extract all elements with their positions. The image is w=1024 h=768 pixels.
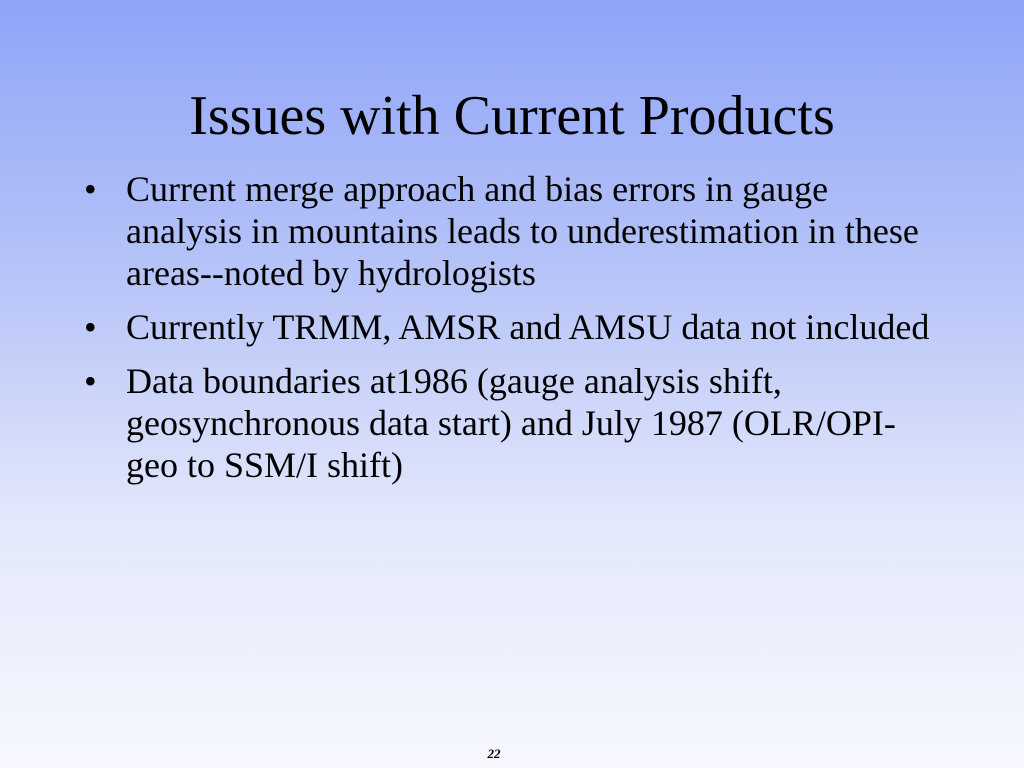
bullet-marker-icon: •	[84, 307, 97, 347]
bullet-list	[82, 168, 942, 498]
bullet-marker-icon: •	[84, 169, 97, 209]
bullet-item-3	[82, 360, 942, 486]
bullet-text-3: Data boundaries at1986 (gauge analysis shift, geosynchronous data start) and July 1987 (OLR/OPI-geo to SSM/I shift)	[126, 361, 896, 485]
bullet-item-1	[82, 168, 942, 294]
bullet-item-2	[82, 306, 942, 348]
bullet-marker-icon: •	[84, 361, 97, 401]
bullet-text-1: Current merge approach and bias errors in gauge analysis in mountains leads to underestimation in these areas--noted by hydrologists	[126, 169, 919, 293]
bullet-text-2: Currently TRMM, AMSR and AMSU data not included	[126, 307, 930, 347]
slide-title: Issues with Current Products	[189, 85, 835, 147]
slide-number: 22	[487, 746, 501, 761]
